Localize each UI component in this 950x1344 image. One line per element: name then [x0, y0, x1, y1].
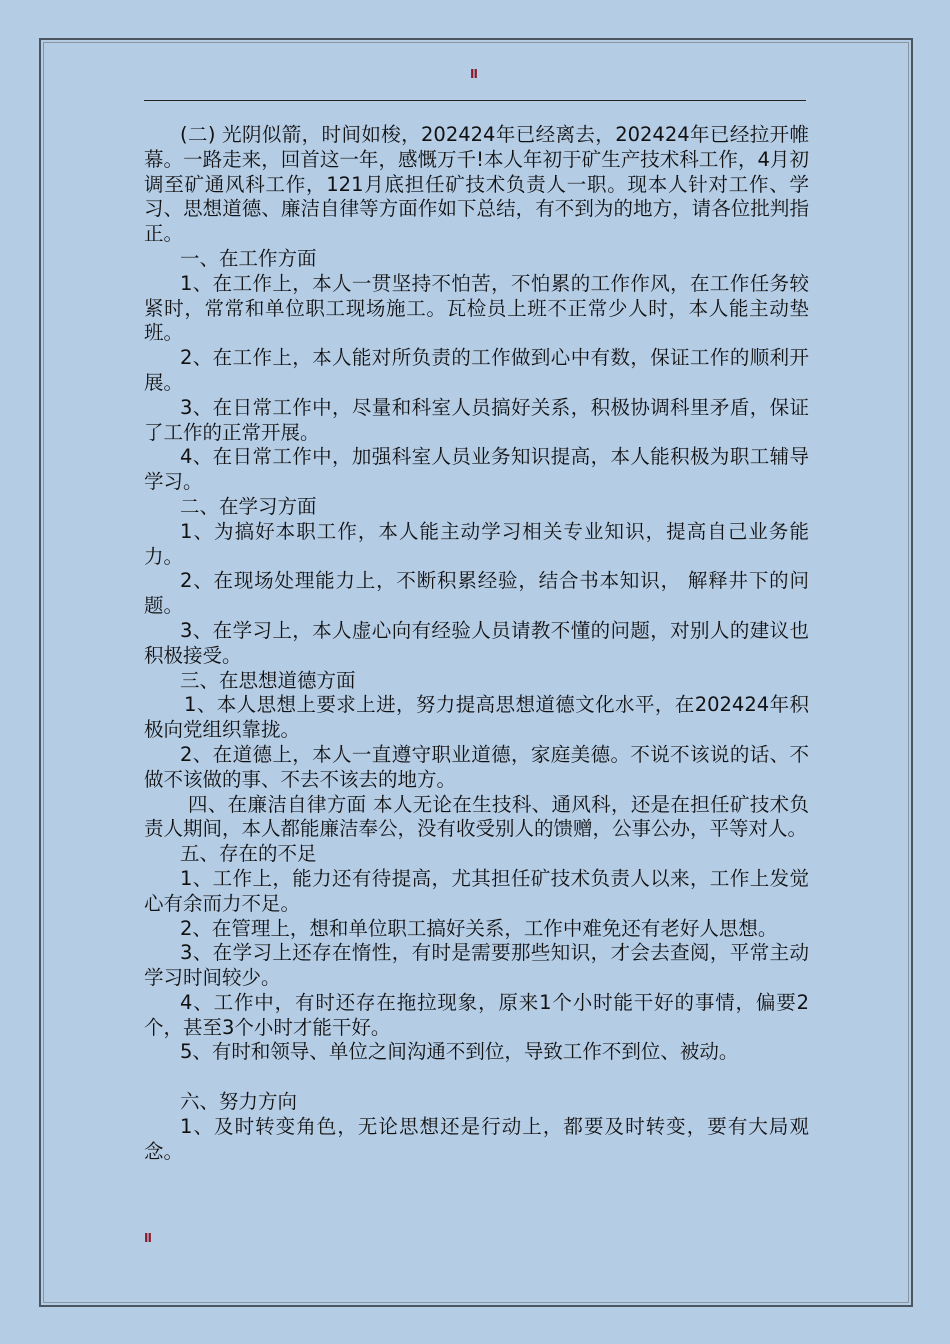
section-heading-direction: 六、努力方向	[180, 1090, 298, 1114]
section-heading-integrity: 四、在廉洁自律方面 本人无论在生技科、通风科，还是在担任矿技术负责人期间，本人都能廉洁奉公，没有收受别人的馈赠，公事公办，平等对人。	[144, 792, 809, 841]
section-heading-ethics: 三、在思想道德方面	[180, 668, 356, 692]
paragraph: 1、及时转变角色，无论思想还是行动上，都要及时转变，要有大局观念。	[144, 1114, 809, 1163]
paragraph: 2、在现场处理能力上，不断积累经验，结合书本知识， 解释井下的问题。	[144, 569, 809, 618]
footer-mark: II	[144, 1231, 151, 1245]
section-heading-shortcomings: 五、存在的不足	[180, 842, 317, 866]
paragraph: 2、在工作上，本人能对所负责的工作做到心中有数，保证工作的顺利开展。	[144, 346, 809, 394]
header-mark: II	[470, 67, 477, 81]
paragraph: 4、在日常工作中，加强科室人员业务知识提高，本人能积极为职工辅导学习。	[144, 445, 809, 494]
paragraph: 2、在道德上，本人一直遵守职业道德，家庭美德。不说不该说的话、不做不该做的事、不去不该去的地方。	[144, 742, 809, 791]
section-heading-work: 一、在工作方面	[180, 246, 317, 270]
document-body	[144, 123, 809, 1164]
paragraph: 1、工作上，能力还有待提高，尤其担任矿技术负责人以来，工作上发觉心有余而力不足。	[144, 866, 809, 915]
section-heading-study: 二、在学习方面	[180, 494, 317, 518]
paragraph: 5、有时和领导、单位之间沟通不到位，导致工作不到位、被动。	[180, 1040, 739, 1064]
paragraph: 2、在管理上，想和单位职工搞好关系，工作中难免还有老好人思想。	[180, 916, 778, 940]
paragraph: 3、在学习上还存在惰性，有时是需要那些知识，才会去查阅，平常主动学习时间较少。	[144, 941, 809, 990]
header-rule	[144, 100, 806, 101]
paragraph: 1、本人思想上要求上进，努力提高思想道德文化水平，在202424年积极向党组织靠拢。	[144, 693, 809, 742]
paragraph: 4、工作中，有时还存在拖拉现象，原来1个小时能干好的事情，偏要2个，甚至3个小时才能干好。	[144, 990, 809, 1039]
intro-paragraph: (二) 光阴似箭，时间如梭，202424年已经离去，202424年已经拉开帷幕。一路走来，回首这一年，感慨万千!本人年初于矿生产技术科工作，4月初调至矿通风科工作，121月底担任矿技术负责人一职。现本人针对工作、学习、思想道德、廉洁自律等方面作如下总结，有不到为的地方，请各位批判指正。	[144, 123, 809, 246]
paragraph: 3、在日常工作中，尽量和科室人员搞好关系，积极协调科里矛盾，保证了工作的正常开展。	[144, 395, 809, 444]
paragraph: 1、在工作上，本人一贯坚持不怕苦，不怕累的工作作风，在工作任务较紧时，常常和单位职工现场施工。瓦检员上班不正常少人时，本人能主动垫班。	[144, 271, 809, 345]
paragraph: 1、为搞好本职工作，本人能主动学习相关专业知识，提高自己业务能力。	[144, 519, 809, 568]
paragraph: 3、在学习上，本人虚心向有经验人员请教不懂的问题，对别人的建议也积极接受。	[144, 618, 809, 667]
blank-line	[144, 1065, 809, 1090]
